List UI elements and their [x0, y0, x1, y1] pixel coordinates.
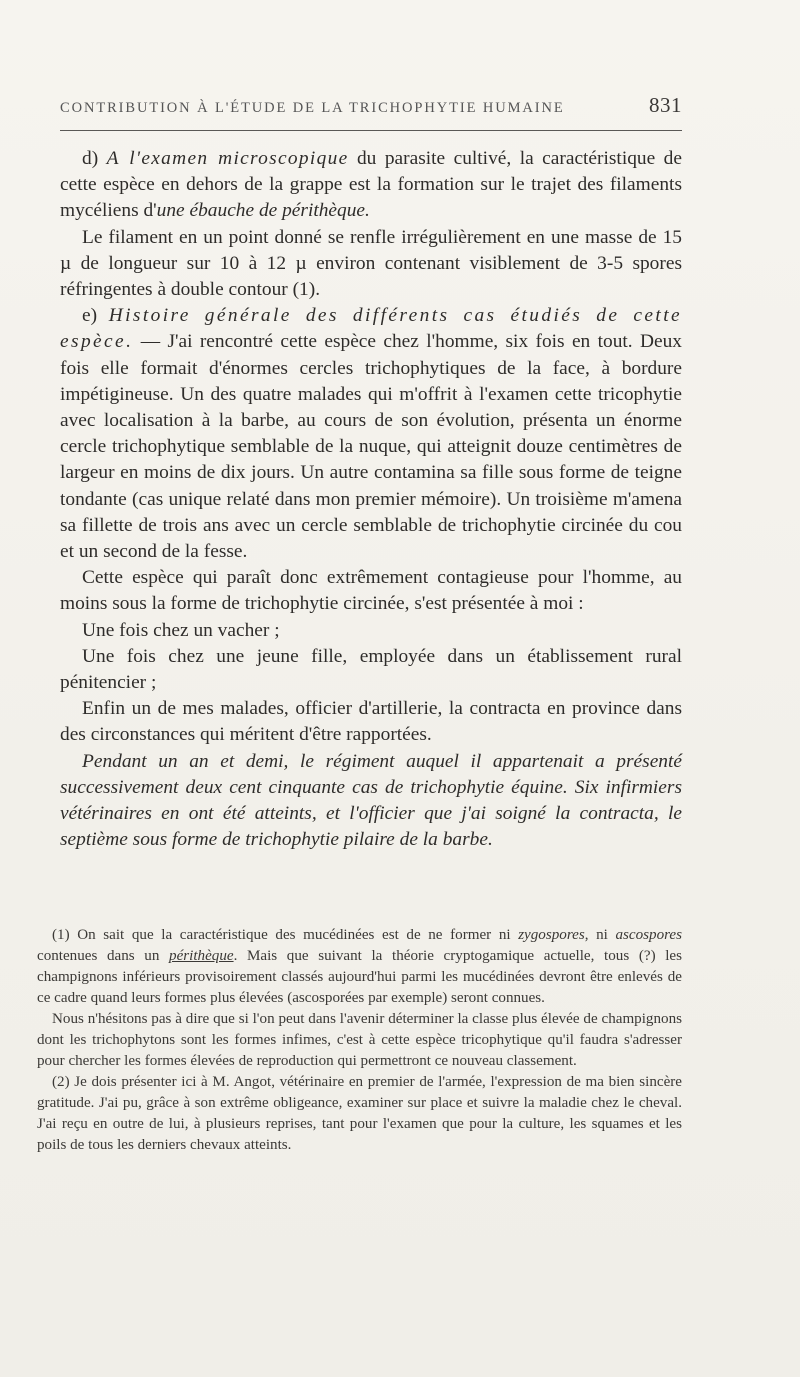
- footnote-1-text-d: . Mais que suivant la théorie cryptogamique actuelle, tous (?) les champignons inférieurs provisoirement classés aujourd'hui parmi les mucédinées devront être enlevés de ce cadre quand leurs formes plus élevées (ascosporées par exemple) seront connues.: [37, 948, 682, 1006]
- page-number: 831: [649, 93, 682, 117]
- paragraph-young-girl: Une fois chez une jeune fille, employée dans un établissement rural pénitencier ;: [60, 645, 682, 694]
- p3-text: — J'ai rencontré cette espèce chez l'homme, six fois en tout. Deux fois elle formait d'énormes cercles trichophytiques de la face, à bordure impétigineuse. Un des quatre malades qui m'offrit à l'examen cette tricophytie avec localisation à la barbe, au cours de son évolution, présenta un énorme cercle trichophytique semblable de la nuque, qui atteignit douze centimètres de largeur en moins de dix jours. Un autre contamina sa fille sous forme de teigne tondante (cas unique relaté dans mon premier mémoire). Un troisième m'amena sa fillette de trois ans avec un cercle semblable de trichophytie circinée du cou et un second de la fesse.: [60, 331, 682, 563]
- footnote-1-text-c: contenues dans un: [37, 948, 170, 964]
- paragraph-general-history: [60, 303, 682, 565]
- main-text: [60, 146, 682, 853]
- footnote-1-term-perithecium: périthèque: [169, 948, 234, 964]
- footnote-2: (2) Je dois présenter ici à M. Angot, vétérinaire en premier de l'armée, l'expression de ma bien sincère gratitude. J'ai pu, grâce à son extrême obligeance, examiner sur place et suivre la maladie chez le cheval. J'ai reçu en outre de lui, à plusieurs reprises, tant pour l'examen que pour la culture, les squames et les poils de tous les derniers chevaux atteints.: [37, 1074, 682, 1153]
- paragraph-cowherd: Une fois chez un vacher ;: [82, 619, 280, 641]
- paragraph-regiment: Pendant un an et demi, le régiment auquel il appartenait a présenté successivement deux cent cinquante cas de trichophytie équine. Six infirmiers vétérinaires en ont été atteints, et l'officier que j'ai soigné la contracta, le septième sous forme de trichophytie pilaire de la barbe.: [60, 750, 682, 851]
- running-header: [60, 93, 682, 121]
- footnote-1-continued: Nous n'hésitons pas à dire que si l'on peut dans l'avenir déterminer la classe plus élevée de champignons dont les trichophytons sont les formes infimes, c'est à cette espèce tricophytique qu'il faudra s'adresser pour chercher les formes élevées de reproduction qui permettront ce nouveau classement.: [37, 1011, 682, 1069]
- footnote-1-text-b: , ni: [584, 927, 616, 943]
- footnotes: [37, 925, 682, 1156]
- header-rule: [60, 130, 682, 131]
- footnote-1-text-a: (1) On sait que la caractéristique des mucédinées est de ne former ni: [52, 927, 519, 943]
- item-label-d: d): [82, 148, 99, 169]
- p1-text: du parasite cultivé, la caractéristique de cette espèce en dehors de la grappe est la formation sur le trajet des filaments mycéliens d': [60, 148, 682, 222]
- paragraph-microscopic-exam: [60, 146, 682, 225]
- running-title: CONTRIBUTION À L'ÉTUDE DE LA TRICHOPHYTIE HUMAINE: [60, 100, 565, 116]
- heading-general-history: Histoire générale des différents cas étudiés de cette espèce.: [60, 305, 682, 353]
- p1-italic-text: une ébauche de périthèque.: [156, 200, 370, 222]
- item-label-e: e): [82, 305, 98, 327]
- footnote-1-term-ascospores: ascospores: [615, 927, 683, 943]
- footnote-1: [37, 925, 682, 1009]
- paragraph-filament: Le filament en un point donné se renfle irrégulièrement en une masse de 15 µ de longueur sur 10 à 12 µ environ contenant visiblement de 3-5 spores réfringentes à double contour (1).: [60, 226, 682, 301]
- heading-microscopic-exam: A l'examen microscopique: [106, 148, 349, 169]
- footnote-1-term-zygospores: zygospores: [518, 927, 585, 943]
- paragraph-officer: Enfin un de mes malades, officier d'artillerie, la contracta en province dans des circonstances qui méritent d'être rapportées.: [60, 698, 682, 746]
- paragraph-contagious: Cette espèce qui paraît donc extrêmement contagieuse pour l'homme, au moins sous la forme de trichophytie circinée, s'est présentée à moi :: [60, 567, 682, 615]
